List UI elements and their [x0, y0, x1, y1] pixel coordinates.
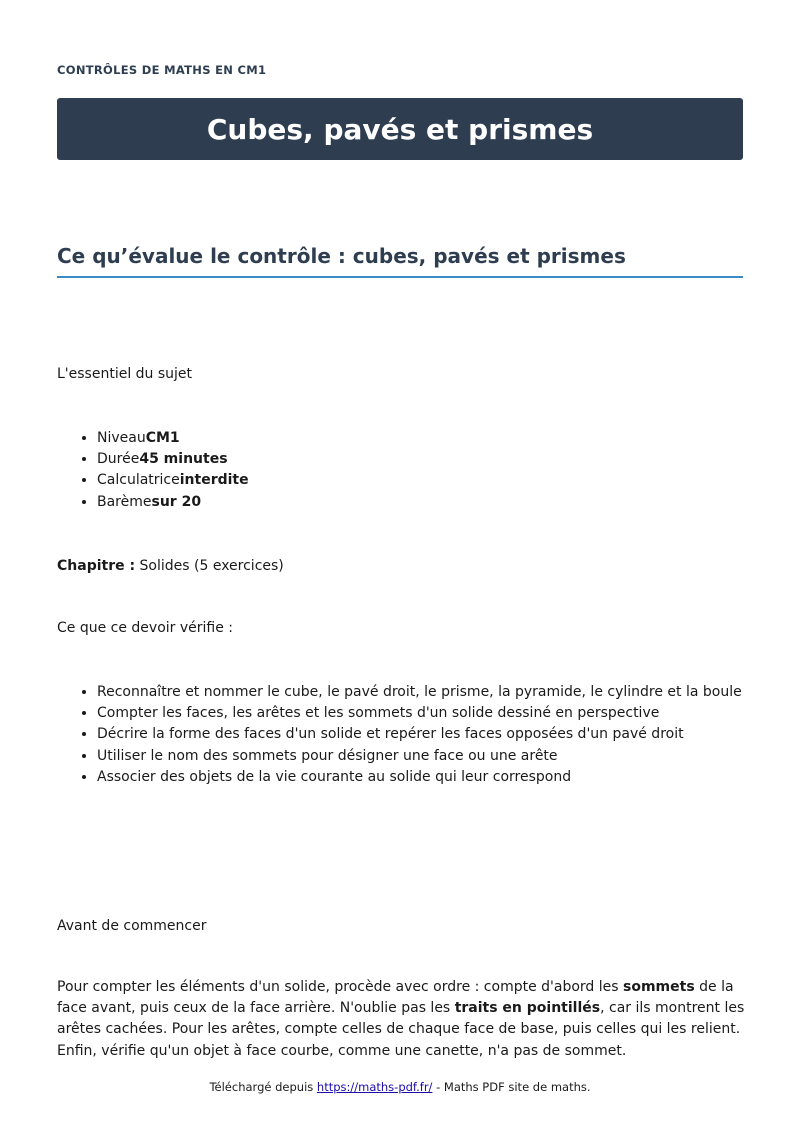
source-link[interactable]: https://maths-pdf.fr/: [316, 1080, 433, 1094]
advice-paragraph: Pour compter les éléments d'un solide, procède avec ordre : compte d'abord les sommets de la face avant, puis ceux de la face arrière. N'oublie pas les traits en pointillés, car ils montrent les arêtes cachées. Pour les arêtes, compte celles de chaque face de base, puis celles qui les relient. Enfin, vérifie qu'un objet à face courbe, comme une canette, n'a pas de sommet.: [57, 979, 745, 1059]
list-item: • Durée45 minutes: [97, 449, 249, 470]
checks-label: Ce que ce devoir vérifie :: [57, 620, 234, 636]
essentials-list: [57, 428, 249, 513]
chapter-label: Chapitre :: [57, 558, 136, 574]
chapter-line: [57, 556, 284, 577]
chapter-value: Solides (5 exercices): [135, 558, 284, 574]
list-item: • NiveauCM1: [97, 428, 249, 449]
list-item: • Barèmesur 20: [97, 492, 249, 513]
list-item: • Décrire la forme des faces d'un solide et repérer les faces opposées d'un pavé droit: [97, 724, 747, 745]
list-item: • Utiliser le nom des sommets pour désigner une face ou une arête: [97, 746, 747, 767]
list-item: • Calculatriceinterdite: [97, 470, 249, 491]
document-kicker: CONTRÔLES DE MATHS EN CM1: [57, 63, 267, 77]
checks-list: [57, 682, 747, 788]
page-title: Cubes, pavés et prismes: [206, 112, 594, 146]
list-item: • Reconnaître et nommer le cube, le pavé droit, le prisme, la pyramide, le cylindre et la boule: [97, 682, 747, 703]
title-banner: [57, 98, 743, 160]
footer: Téléchargé depuis https://maths-pdf.fr/ - Maths PDF site de maths.: [209, 1080, 591, 1094]
before-label: Avant de commencer: [57, 918, 207, 934]
list-item: • Compter les faces, les arêtes et les sommets d'un solide dessiné en perspective: [97, 703, 747, 724]
list-item: • Associer des objets de la vie courante au solide qui leur correspond: [97, 767, 747, 788]
essentials-label: L'essentiel du sujet: [57, 366, 193, 382]
section-heading: Ce qu’évalue le contrôle : cubes, pavés et prismes: [57, 244, 743, 278]
